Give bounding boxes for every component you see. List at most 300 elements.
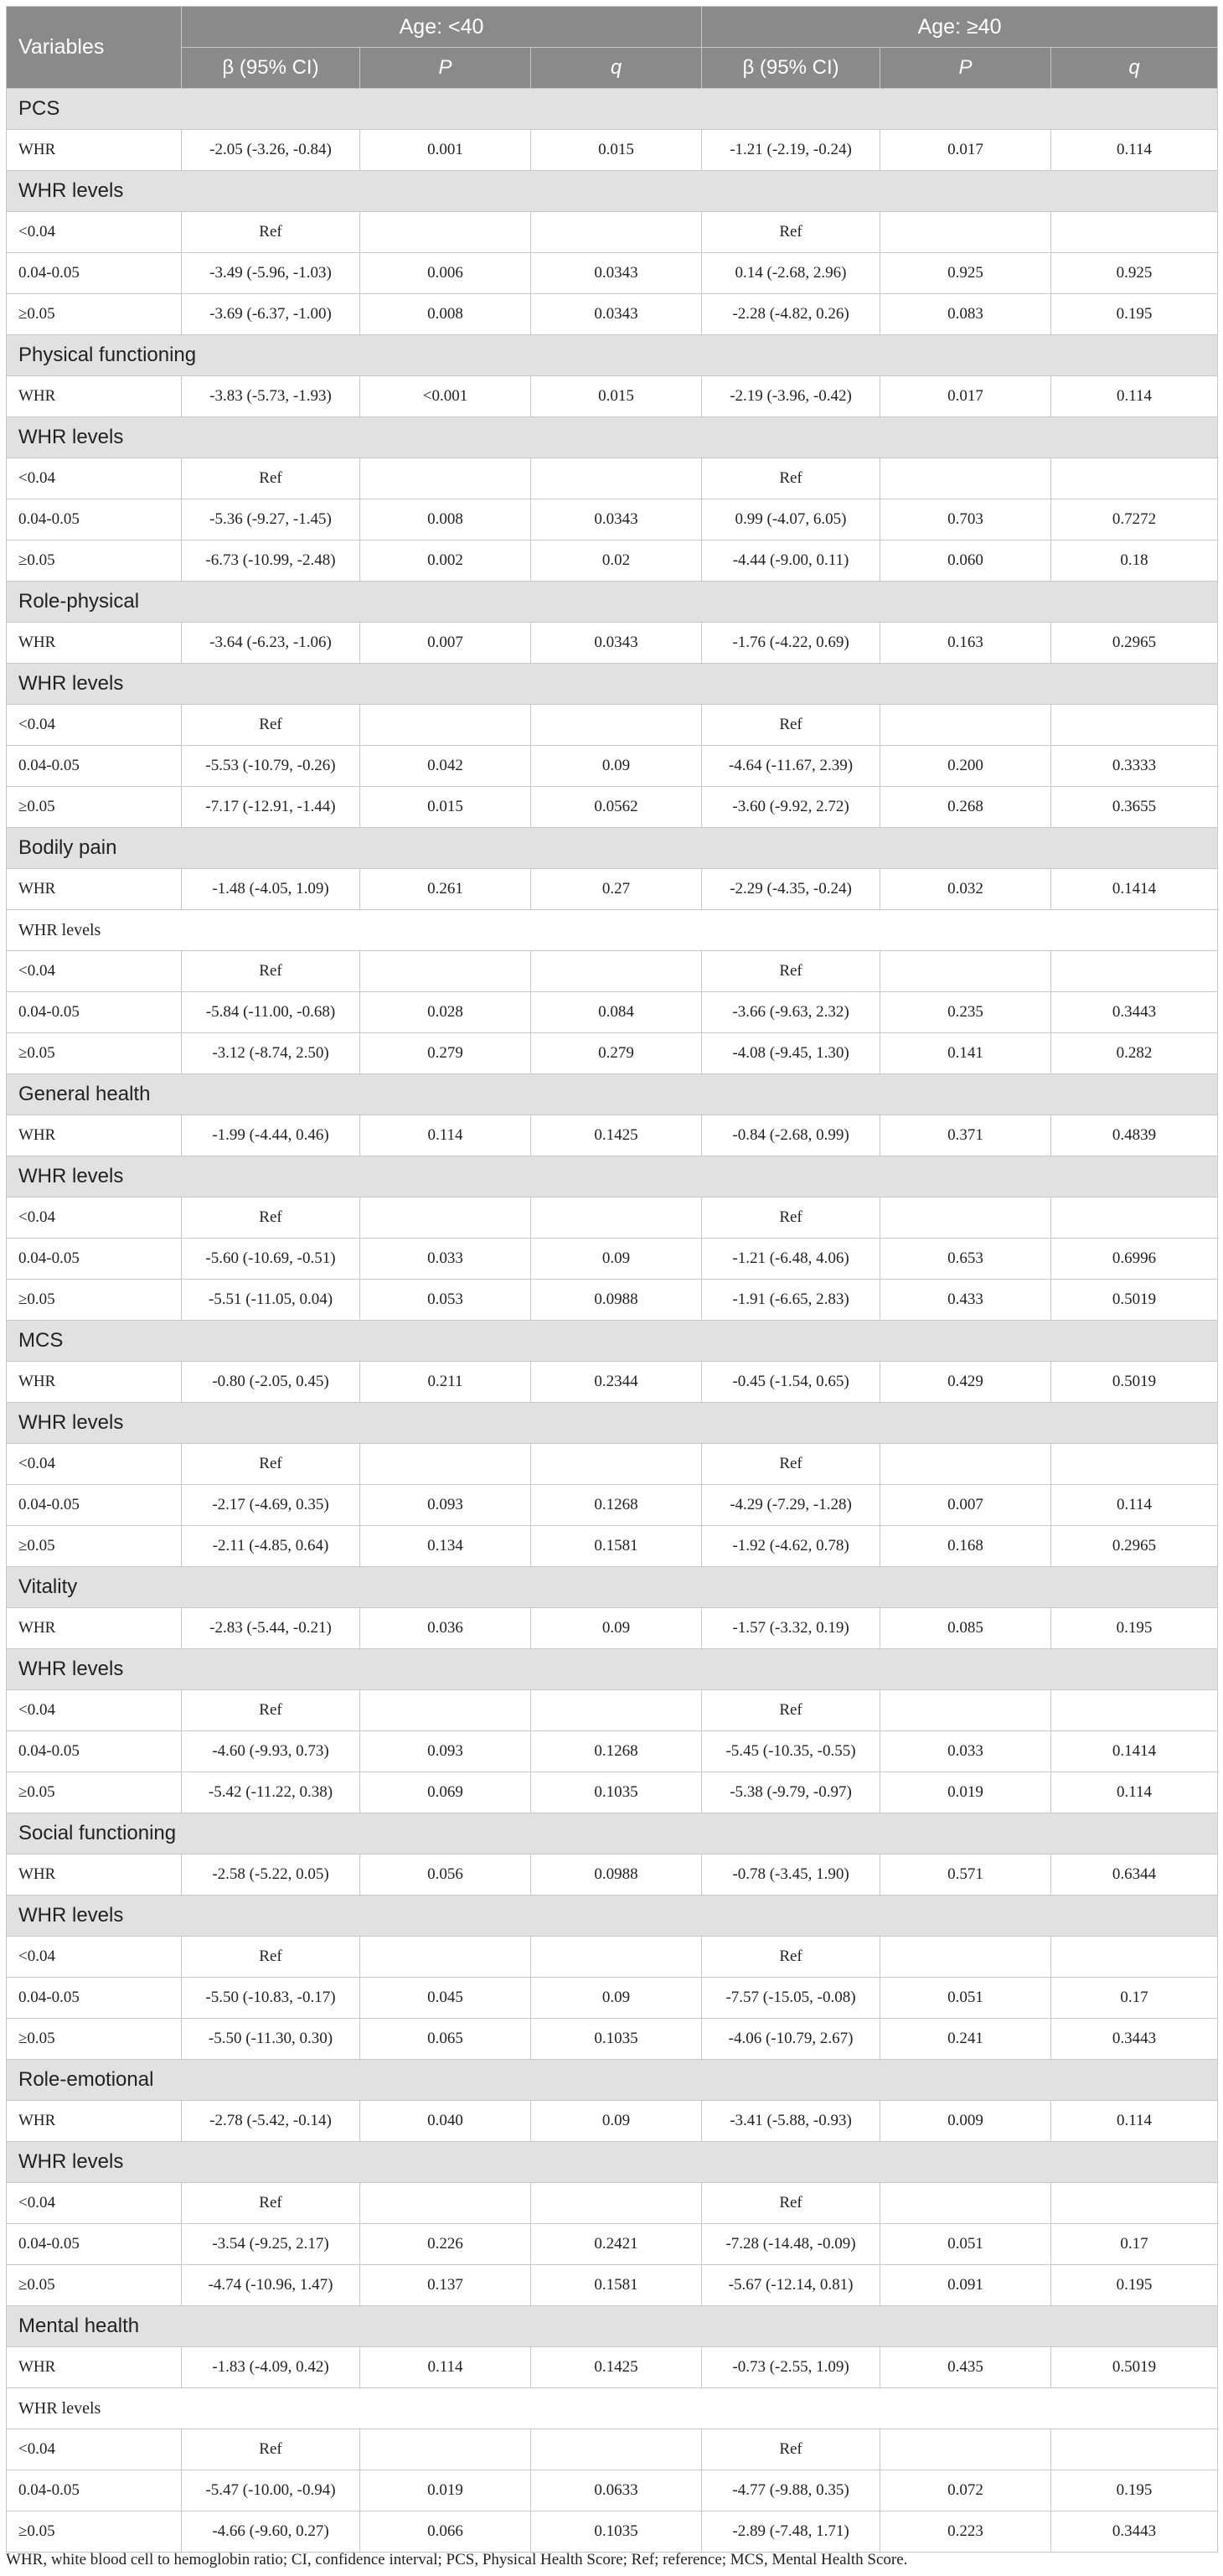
q-value-lt40: 0.0988 — [531, 1280, 702, 1321]
p-value-ge40: 0.200 — [880, 746, 1051, 787]
beta-ci-ge40: -2.29 (-4.35, -0.24) — [702, 869, 880, 910]
beta-ci-lt40: -5.60 (-10.69, -0.51) — [182, 1239, 360, 1280]
beta-ci-lt40: Ref — [182, 2429, 360, 2470]
beta-ci-lt40: -3.64 (-6.23, -1.06) — [182, 623, 360, 664]
q-value-ge40: 0.195 — [1051, 2265, 1218, 2306]
p-value-lt40: 0.040 — [360, 2101, 531, 2142]
section-label: PCS — [7, 89, 1218, 130]
row-label: WHR — [7, 1608, 182, 1649]
q-value-lt40: 0.1581 — [531, 2265, 702, 2306]
beta-ci-lt40: -2.58 (-5.22, 0.05) — [182, 1854, 360, 1896]
row-label: 0.04-0.05 — [7, 2224, 182, 2265]
beta-ci-lt40: Ref — [182, 1444, 360, 1485]
p-value-ge40: 0.083 — [880, 294, 1051, 335]
table-row — [7, 2470, 1218, 2511]
beta-ci-ge40: -4.44 (-9.00, 0.11) — [702, 541, 880, 582]
results-table — [6, 6, 1218, 2553]
q-value-ge40: 0.114 — [1051, 2101, 1218, 2142]
p-value-ge40 — [880, 1197, 1051, 1239]
p-value-lt40: 0.261 — [360, 869, 531, 910]
beta-ci-ge40: Ref — [702, 705, 880, 746]
section-row — [7, 910, 1218, 951]
beta-ci-lt40: Ref — [182, 705, 360, 746]
section-row — [7, 2388, 1218, 2429]
q-value-lt40: 0.1425 — [531, 1115, 702, 1156]
row-label: <0.04 — [7, 2183, 182, 2224]
row-label: <0.04 — [7, 458, 182, 499]
q-value-lt40: 0.0343 — [531, 623, 702, 664]
section-label: General health — [7, 1074, 1218, 1115]
p-value-lt40: 0.008 — [360, 294, 531, 335]
q-value-lt40: 0.0633 — [531, 2470, 702, 2511]
table-row — [7, 1033, 1218, 1074]
table-row — [7, 1280, 1218, 1321]
p-value-lt40 — [360, 1444, 531, 1485]
p-value-lt40: 0.211 — [360, 1362, 531, 1403]
beta-ci-lt40: -6.73 (-10.99, -2.48) — [182, 541, 360, 582]
section-row — [7, 1567, 1218, 1608]
beta-ci-ge40: -7.57 (-15.05, -0.08) — [702, 1978, 880, 2019]
q-value-lt40 — [531, 1197, 702, 1239]
p-value-lt40: 0.002 — [360, 541, 531, 582]
table-row — [7, 787, 1218, 828]
header-beta-ci-lt40: β (95% CI) — [182, 48, 360, 89]
p-value-lt40 — [360, 2429, 531, 2470]
q-value-lt40: 0.1035 — [531, 2511, 702, 2553]
row-label: ≥0.05 — [7, 294, 182, 335]
row-label: ≥0.05 — [7, 1280, 182, 1321]
q-value-ge40: 0.5019 — [1051, 2347, 1218, 2388]
beta-ci-ge40: -3.66 (-9.63, 2.32) — [702, 992, 880, 1033]
beta-ci-lt40: -3.83 (-5.73, -1.93) — [182, 376, 360, 417]
section-label: Physical functioning — [7, 335, 1218, 376]
q-value-ge40: 0.114 — [1051, 1485, 1218, 1526]
row-label: WHR — [7, 1362, 182, 1403]
table-row — [7, 1854, 1218, 1896]
q-value-ge40: 0.5019 — [1051, 1362, 1218, 1403]
q-value-ge40: 0.3333 — [1051, 746, 1218, 787]
row-label: WHR — [7, 2347, 182, 2388]
q-value-ge40: 0.925 — [1051, 253, 1218, 294]
p-value-ge40: 0.051 — [880, 2224, 1051, 2265]
beta-ci-lt40: -7.17 (-12.91, -1.44) — [182, 787, 360, 828]
q-value-lt40: 0.09 — [531, 1978, 702, 2019]
beta-ci-ge40: Ref — [702, 951, 880, 992]
q-value-lt40 — [531, 705, 702, 746]
p-value-ge40: 0.653 — [880, 1239, 1051, 1280]
p-value-lt40 — [360, 1937, 531, 1978]
beta-ci-lt40: -0.80 (-2.05, 0.45) — [182, 1362, 360, 1403]
p-value-ge40 — [880, 1690, 1051, 1731]
table-row — [7, 705, 1218, 746]
q-value-lt40: 0.015 — [531, 376, 702, 417]
row-label: <0.04 — [7, 1690, 182, 1731]
table-footnote: WHR, white blood cell to hemoglobin ratio; CI, confidence interval; PCS, Physical Health Score; Ref; reference; MCS, Mental Health Score. — [6, 2551, 908, 2568]
section-row — [7, 1649, 1218, 1690]
header-beta-ci-ge40: β (95% CI) — [702, 48, 880, 89]
q-value-lt40: 0.1035 — [531, 2019, 702, 2060]
q-value-lt40: 0.09 — [531, 2101, 702, 2142]
row-label: ≥0.05 — [7, 1772, 182, 1813]
p-value-lt40: 0.015 — [360, 787, 531, 828]
beta-ci-ge40: -2.89 (-7.48, 1.71) — [702, 2511, 880, 2553]
row-label: ≥0.05 — [7, 787, 182, 828]
section-label: WHR levels — [7, 1896, 1218, 1937]
table-row — [7, 1731, 1218, 1772]
beta-ci-ge40: 0.99 (-4.07, 6.05) — [702, 499, 880, 541]
q-value-ge40 — [1051, 705, 1218, 746]
beta-ci-lt40: -3.12 (-8.74, 2.50) — [182, 1033, 360, 1074]
q-value-ge40: 0.114 — [1051, 1772, 1218, 1813]
p-value-ge40: 0.017 — [880, 130, 1051, 171]
beta-ci-ge40: -1.21 (-2.19, -0.24) — [702, 130, 880, 171]
beta-ci-ge40: -5.67 (-12.14, 0.81) — [702, 2265, 880, 2306]
q-value-lt40: 0.02 — [531, 541, 702, 582]
section-row — [7, 2142, 1218, 2183]
beta-ci-lt40: Ref — [182, 1197, 360, 1239]
q-value-ge40: 0.2965 — [1051, 623, 1218, 664]
p-value-ge40: 0.241 — [880, 2019, 1051, 2060]
beta-ci-lt40: -5.50 (-11.30, 0.30) — [182, 2019, 360, 2060]
beta-ci-ge40: -0.45 (-1.54, 0.65) — [702, 1362, 880, 1403]
beta-ci-lt40: Ref — [182, 1690, 360, 1731]
q-value-ge40: 0.114 — [1051, 376, 1218, 417]
q-value-ge40: 0.3443 — [1051, 992, 1218, 1033]
header-p-ge40: P — [880, 48, 1051, 89]
beta-ci-lt40: -1.48 (-4.05, 1.09) — [182, 869, 360, 910]
section-row — [7, 664, 1218, 705]
beta-ci-lt40: -3.49 (-5.96, -1.03) — [182, 253, 360, 294]
section-label: WHR levels — [7, 664, 1218, 705]
beta-ci-ge40: -4.08 (-9.45, 1.30) — [702, 1033, 880, 1074]
section-row — [7, 2060, 1218, 2101]
p-value-lt40: 0.053 — [360, 1280, 531, 1321]
p-value-ge40: 0.268 — [880, 787, 1051, 828]
beta-ci-ge40: -1.91 (-6.65, 2.83) — [702, 1280, 880, 1321]
q-value-lt40 — [531, 212, 702, 253]
table-row — [7, 499, 1218, 541]
p-value-ge40: 0.429 — [880, 1362, 1051, 1403]
section-label: WHR levels — [7, 2388, 1218, 2429]
p-value-lt40 — [360, 212, 531, 253]
q-value-ge40: 0.114 — [1051, 130, 1218, 171]
p-value-ge40: 0.433 — [880, 1280, 1051, 1321]
row-label: WHR — [7, 376, 182, 417]
beta-ci-ge40: -3.41 (-5.88, -0.93) — [702, 2101, 880, 2142]
section-row — [7, 171, 1218, 212]
section-label: Social functioning — [7, 1813, 1218, 1854]
section-label: WHR levels — [7, 2142, 1218, 2183]
p-value-lt40: 0.114 — [360, 2347, 531, 2388]
header-p-lt40: P — [360, 48, 531, 89]
beta-ci-lt40: -5.50 (-10.83, -0.17) — [182, 1978, 360, 2019]
p-value-ge40: 0.091 — [880, 2265, 1051, 2306]
table-row — [7, 130, 1218, 171]
section-label: WHR levels — [7, 1649, 1218, 1690]
table-row — [7, 2265, 1218, 2306]
q-value-lt40: 0.0562 — [531, 787, 702, 828]
q-value-lt40: 0.0343 — [531, 294, 702, 335]
beta-ci-ge40: Ref — [702, 212, 880, 253]
table-row — [7, 1115, 1218, 1156]
q-value-lt40: 0.1268 — [531, 1485, 702, 1526]
p-value-ge40 — [880, 2183, 1051, 2224]
beta-ci-lt40: -5.51 (-11.05, 0.04) — [182, 1280, 360, 1321]
section-row — [7, 2306, 1218, 2347]
beta-ci-ge40: -3.60 (-9.92, 2.72) — [702, 787, 880, 828]
header-q-ge40: q — [1051, 48, 1218, 89]
p-value-ge40: 0.925 — [880, 253, 1051, 294]
row-label: ≥0.05 — [7, 2265, 182, 2306]
table-row — [7, 1444, 1218, 1485]
table-row — [7, 253, 1218, 294]
table-body — [7, 89, 1218, 2553]
header-variables: Variables — [7, 7, 182, 89]
table-row — [7, 1937, 1218, 1978]
p-value-lt40: 0.045 — [360, 1978, 531, 2019]
q-value-ge40: 0.1414 — [1051, 1731, 1218, 1772]
row-label: 0.04-0.05 — [7, 992, 182, 1033]
row-label: 0.04-0.05 — [7, 2470, 182, 2511]
beta-ci-ge40: -1.57 (-3.32, 0.19) — [702, 1608, 880, 1649]
p-value-ge40 — [880, 951, 1051, 992]
table-row — [7, 541, 1218, 582]
row-label: WHR — [7, 1854, 182, 1896]
row-label: WHR — [7, 1115, 182, 1156]
table-row — [7, 1239, 1218, 1280]
q-value-lt40: 0.2344 — [531, 1362, 702, 1403]
q-value-ge40: 0.195 — [1051, 2470, 1218, 2511]
p-value-lt40 — [360, 1197, 531, 1239]
row-label: <0.04 — [7, 2429, 182, 2470]
header-age-ge40: Age: ≥40 — [702, 7, 1218, 48]
q-value-ge40 — [1051, 458, 1218, 499]
p-value-ge40: 0.235 — [880, 992, 1051, 1033]
row-label: <0.04 — [7, 705, 182, 746]
p-value-lt40: <0.001 — [360, 376, 531, 417]
table-row — [7, 2019, 1218, 2060]
p-value-ge40 — [880, 2429, 1051, 2470]
q-value-ge40: 0.2965 — [1051, 1526, 1218, 1567]
table-row — [7, 2347, 1218, 2388]
beta-ci-lt40: -5.53 (-10.79, -0.26) — [182, 746, 360, 787]
p-value-ge40 — [880, 458, 1051, 499]
beta-ci-ge40: -0.73 (-2.55, 1.09) — [702, 2347, 880, 2388]
p-value-lt40: 0.001 — [360, 130, 531, 171]
p-value-ge40: 0.168 — [880, 1526, 1051, 1567]
p-value-ge40: 0.703 — [880, 499, 1051, 541]
p-value-ge40: 0.435 — [880, 2347, 1051, 2388]
row-label: 0.04-0.05 — [7, 1485, 182, 1526]
q-value-lt40: 0.0343 — [531, 499, 702, 541]
beta-ci-ge40: Ref — [702, 1690, 880, 1731]
beta-ci-lt40: Ref — [182, 951, 360, 992]
table-row — [7, 869, 1218, 910]
beta-ci-ge40: Ref — [702, 1937, 880, 1978]
beta-ci-lt40: -3.54 (-9.25, 2.17) — [182, 2224, 360, 2265]
row-label: ≥0.05 — [7, 2019, 182, 2060]
row-label: <0.04 — [7, 1937, 182, 1978]
table-row — [7, 2101, 1218, 2142]
q-value-lt40: 0.1035 — [531, 1772, 702, 1813]
table-row — [7, 2224, 1218, 2265]
p-value-lt40 — [360, 2183, 531, 2224]
p-value-lt40: 0.042 — [360, 746, 531, 787]
q-value-lt40: 0.1425 — [531, 2347, 702, 2388]
table-row — [7, 294, 1218, 335]
beta-ci-lt40: -2.78 (-5.42, -0.14) — [182, 2101, 360, 2142]
p-value-lt40: 0.036 — [360, 1608, 531, 1649]
p-value-lt40: 0.114 — [360, 1115, 531, 1156]
section-row — [7, 1896, 1218, 1937]
row-label: <0.04 — [7, 1197, 182, 1239]
table-row — [7, 951, 1218, 992]
beta-ci-lt40: -5.36 (-9.27, -1.45) — [182, 499, 360, 541]
q-value-ge40 — [1051, 212, 1218, 253]
table-row — [7, 992, 1218, 1033]
q-value-ge40: 0.18 — [1051, 541, 1218, 582]
q-value-lt40 — [531, 2183, 702, 2224]
q-value-ge40: 0.3655 — [1051, 787, 1218, 828]
table-row — [7, 458, 1218, 499]
section-label: Mental health — [7, 2306, 1218, 2347]
q-value-lt40: 0.0343 — [531, 253, 702, 294]
q-value-ge40: 0.4839 — [1051, 1115, 1218, 1156]
section-label: WHR levels — [7, 910, 1218, 951]
p-value-ge40: 0.009 — [880, 2101, 1051, 2142]
q-value-ge40 — [1051, 2183, 1218, 2224]
section-label: WHR levels — [7, 1403, 1218, 1444]
p-value-lt40: 0.028 — [360, 992, 531, 1033]
q-value-ge40 — [1051, 951, 1218, 992]
p-value-ge40 — [880, 1444, 1051, 1485]
q-value-lt40: 0.1581 — [531, 1526, 702, 1567]
section-label: WHR levels — [7, 417, 1218, 458]
q-value-ge40: 0.6996 — [1051, 1239, 1218, 1280]
q-value-lt40: 0.27 — [531, 869, 702, 910]
section-label: Role-physical — [7, 582, 1218, 623]
table-row — [7, 2511, 1218, 2553]
section-label: WHR levels — [7, 171, 1218, 212]
row-label: 0.04-0.05 — [7, 253, 182, 294]
p-value-ge40: 0.033 — [880, 1731, 1051, 1772]
p-value-lt40 — [360, 1690, 531, 1731]
section-row — [7, 828, 1218, 869]
beta-ci-ge40: -4.64 (-11.67, 2.39) — [702, 746, 880, 787]
p-value-lt40: 0.007 — [360, 623, 531, 664]
row-label: 0.04-0.05 — [7, 1239, 182, 1280]
beta-ci-lt40: -2.83 (-5.44, -0.21) — [182, 1608, 360, 1649]
table-row — [7, 1978, 1218, 2019]
q-value-ge40: 0.17 — [1051, 1978, 1218, 2019]
section-row — [7, 582, 1218, 623]
q-value-ge40 — [1051, 1197, 1218, 1239]
q-value-lt40: 0.084 — [531, 992, 702, 1033]
row-label: ≥0.05 — [7, 541, 182, 582]
q-value-lt40: 0.015 — [531, 130, 702, 171]
p-value-ge40: 0.571 — [880, 1854, 1051, 1896]
beta-ci-lt40: -2.17 (-4.69, 0.35) — [182, 1485, 360, 1526]
q-value-lt40: 0.09 — [531, 1239, 702, 1280]
row-label: <0.04 — [7, 951, 182, 992]
row-label: WHR — [7, 130, 182, 171]
p-value-ge40: 0.017 — [880, 376, 1051, 417]
beta-ci-lt40: -1.83 (-4.09, 0.42) — [182, 2347, 360, 2388]
p-value-ge40: 0.163 — [880, 623, 1051, 664]
p-value-ge40: 0.032 — [880, 869, 1051, 910]
q-value-lt40: 0.279 — [531, 1033, 702, 1074]
section-label: WHR levels — [7, 1156, 1218, 1197]
q-value-ge40: 0.5019 — [1051, 1280, 1218, 1321]
beta-ci-ge40: -5.38 (-9.79, -0.97) — [702, 1772, 880, 1813]
p-value-lt40 — [360, 705, 531, 746]
q-value-ge40 — [1051, 2429, 1218, 2470]
q-value-ge40: 0.282 — [1051, 1033, 1218, 1074]
p-value-ge40: 0.007 — [880, 1485, 1051, 1526]
p-value-lt40: 0.134 — [360, 1526, 531, 1567]
beta-ci-lt40: -3.69 (-6.37, -1.00) — [182, 294, 360, 335]
table-row — [7, 746, 1218, 787]
p-value-lt40: 0.093 — [360, 1485, 531, 1526]
section-row — [7, 1403, 1218, 1444]
p-value-lt40: 0.279 — [360, 1033, 531, 1074]
p-value-ge40: 0.060 — [880, 541, 1051, 582]
p-value-lt40: 0.033 — [360, 1239, 531, 1280]
section-row — [7, 417, 1218, 458]
table-row — [7, 376, 1218, 417]
row-label: 0.04-0.05 — [7, 1978, 182, 2019]
beta-ci-ge40: -1.76 (-4.22, 0.69) — [702, 623, 880, 664]
q-value-ge40: 0.3443 — [1051, 2511, 1218, 2553]
q-value-lt40 — [531, 1690, 702, 1731]
beta-ci-lt40: -4.74 (-10.96, 1.47) — [182, 2265, 360, 2306]
beta-ci-ge40: -0.78 (-3.45, 1.90) — [702, 1854, 880, 1896]
q-value-lt40 — [531, 1444, 702, 1485]
q-value-ge40: 0.195 — [1051, 294, 1218, 335]
p-value-lt40: 0.019 — [360, 2470, 531, 2511]
q-value-ge40: 0.195 — [1051, 1608, 1218, 1649]
header-q-lt40: q — [531, 48, 702, 89]
table-row — [7, 212, 1218, 253]
p-value-lt40 — [360, 458, 531, 499]
section-label: MCS — [7, 1321, 1218, 1362]
section-row — [7, 1813, 1218, 1854]
q-value-lt40 — [531, 951, 702, 992]
q-value-lt40 — [531, 1937, 702, 1978]
beta-ci-ge40: -4.06 (-10.79, 2.67) — [702, 2019, 880, 2060]
section-label: Bodily pain — [7, 828, 1218, 869]
p-value-lt40: 0.093 — [360, 1731, 531, 1772]
q-value-ge40: 0.6344 — [1051, 1854, 1218, 1896]
row-label: ≥0.05 — [7, 2511, 182, 2553]
p-value-lt40 — [360, 951, 531, 992]
p-value-ge40 — [880, 212, 1051, 253]
beta-ci-ge40: -7.28 (-14.48, -0.09) — [702, 2224, 880, 2265]
row-label: 0.04-0.05 — [7, 1731, 182, 1772]
row-label: WHR — [7, 623, 182, 664]
p-value-ge40: 0.072 — [880, 2470, 1051, 2511]
row-label: ≥0.05 — [7, 1033, 182, 1074]
p-value-lt40: 0.056 — [360, 1854, 531, 1896]
beta-ci-lt40: -1.99 (-4.44, 0.46) — [182, 1115, 360, 1156]
p-value-ge40: 0.051 — [880, 1978, 1051, 2019]
beta-ci-lt40: -5.84 (-11.00, -0.68) — [182, 992, 360, 1033]
table-row — [7, 623, 1218, 664]
beta-ci-lt40: Ref — [182, 212, 360, 253]
q-value-ge40 — [1051, 1690, 1218, 1731]
p-value-lt40: 0.008 — [360, 499, 531, 541]
q-value-lt40: 0.09 — [531, 746, 702, 787]
